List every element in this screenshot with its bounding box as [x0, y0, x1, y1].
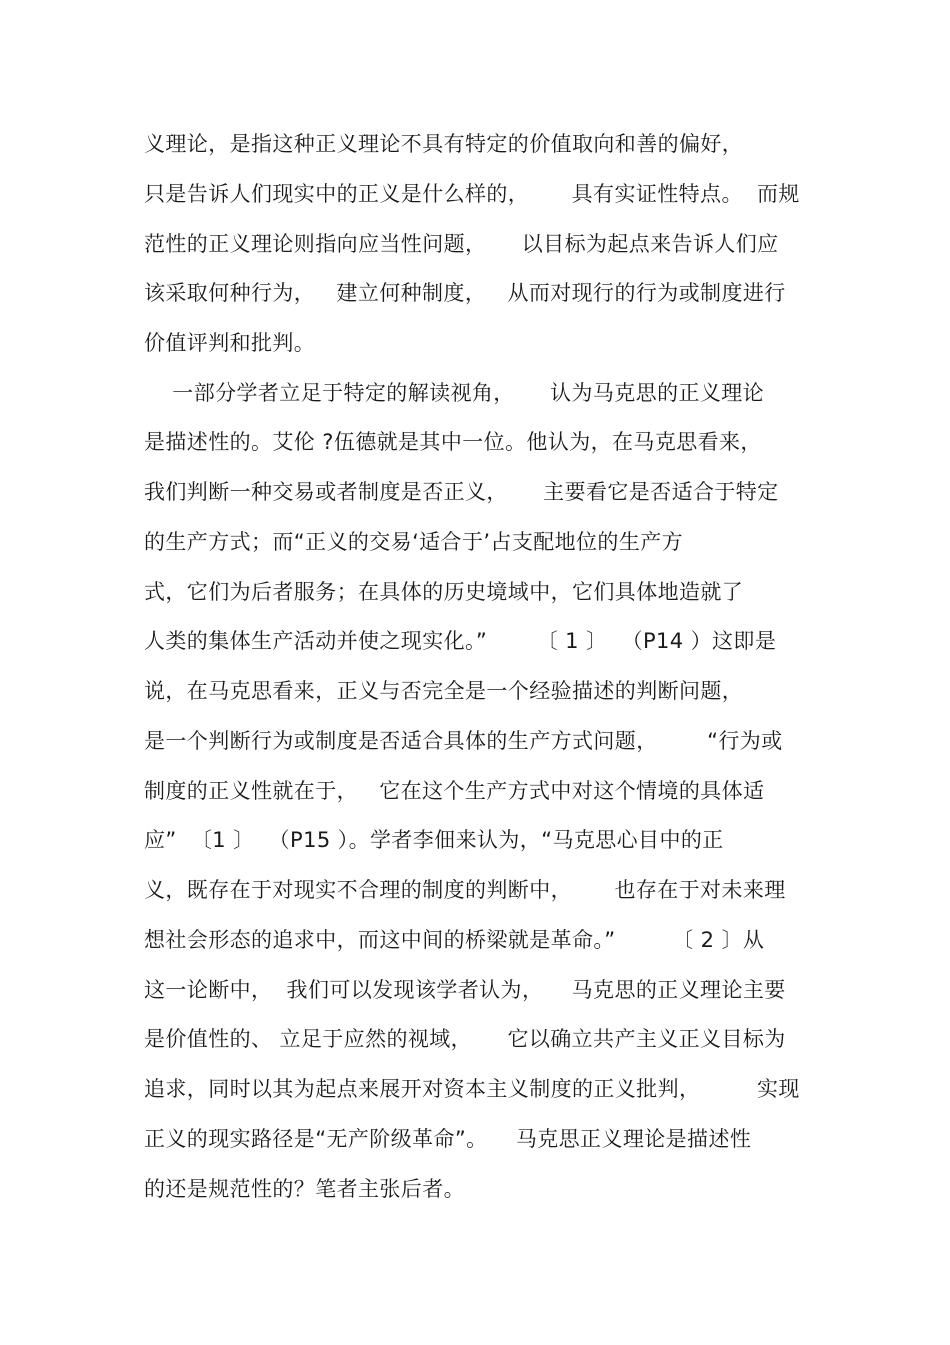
- text-line: 是一个判断行为或制度是否适合具体的生产方式问题， “行为或: [144, 729, 783, 753]
- text-line: 范性的正义理论则指向应当性问题， 以目标为起点来告诉人们应: [144, 232, 779, 256]
- text-line: 这一论断中， 我们可以发现该学者认为， 马克思的正义理论主要: [144, 978, 786, 1002]
- text-line: 人类的集体生产活动并使之现实化。” 〔 1 〕 （P14 ）这即是: [144, 629, 777, 653]
- text-line: 式，它们为后者服务；在具体的历史境域中，它们具体地造就了: [144, 580, 744, 604]
- text-line: 正义的现实路径是“无产阶级革命”。 马克思正义理论是描述性: [144, 1127, 752, 1151]
- text-line: 该采取何种行为， 建立何种制度， 从而对现行的行为或制度进行: [144, 281, 786, 305]
- text-line: 是价值性的、 立足于应然的视域， 它以确立共产主义正义目标为: [144, 1027, 786, 1051]
- text-line: 的还是规范性的？笔者主张后者。: [144, 1177, 465, 1201]
- text-line: 的生产方式；而“正义的交易‘适合于’占支配地位的生产方: [144, 530, 684, 554]
- text-line: 应” 〔1 〕 （P15 ）。学者李佃来认为，“马克思心目中的正: [144, 828, 724, 852]
- text-line: 一部分学者立足于特定的解读视角， 认为马克思的正义理论: [144, 381, 765, 405]
- text-line: 义理论，是指这种正义理论不具有特定的价值取向和善的偏好，: [144, 132, 744, 156]
- text-line: 追求，同时以其为起点来展开对资本主义制度的正义批判， 实现: [144, 1077, 800, 1101]
- text-line: 制度的正义性就在于， 它在这个生产方式中对这个情境的具体适: [144, 779, 765, 803]
- text-line: 想社会形态的追求中，而这中间的桥梁就是革命。” 〔 2 〕从: [144, 928, 765, 952]
- text-line: 价值评判和批判。: [144, 331, 316, 355]
- text-line: 义，既存在于对现实不合理的制度的判断中， 也存在于对未来理: [144, 878, 786, 902]
- text-line: 是描述性的。艾伦 ?伍德就是其中一位。他认为，在马克思看来，: [144, 430, 762, 454]
- text-line: 我们判断一种交易或者制度是否正义， 主要看它是否适合于特定: [144, 480, 779, 504]
- text-line: 说，在马克思看来，正义与否完全是一个经验描述的判断问题，: [144, 679, 744, 703]
- text-line: 只是告诉人们现实中的正义是什么样的， 具有实证性特点。 而规: [144, 182, 800, 206]
